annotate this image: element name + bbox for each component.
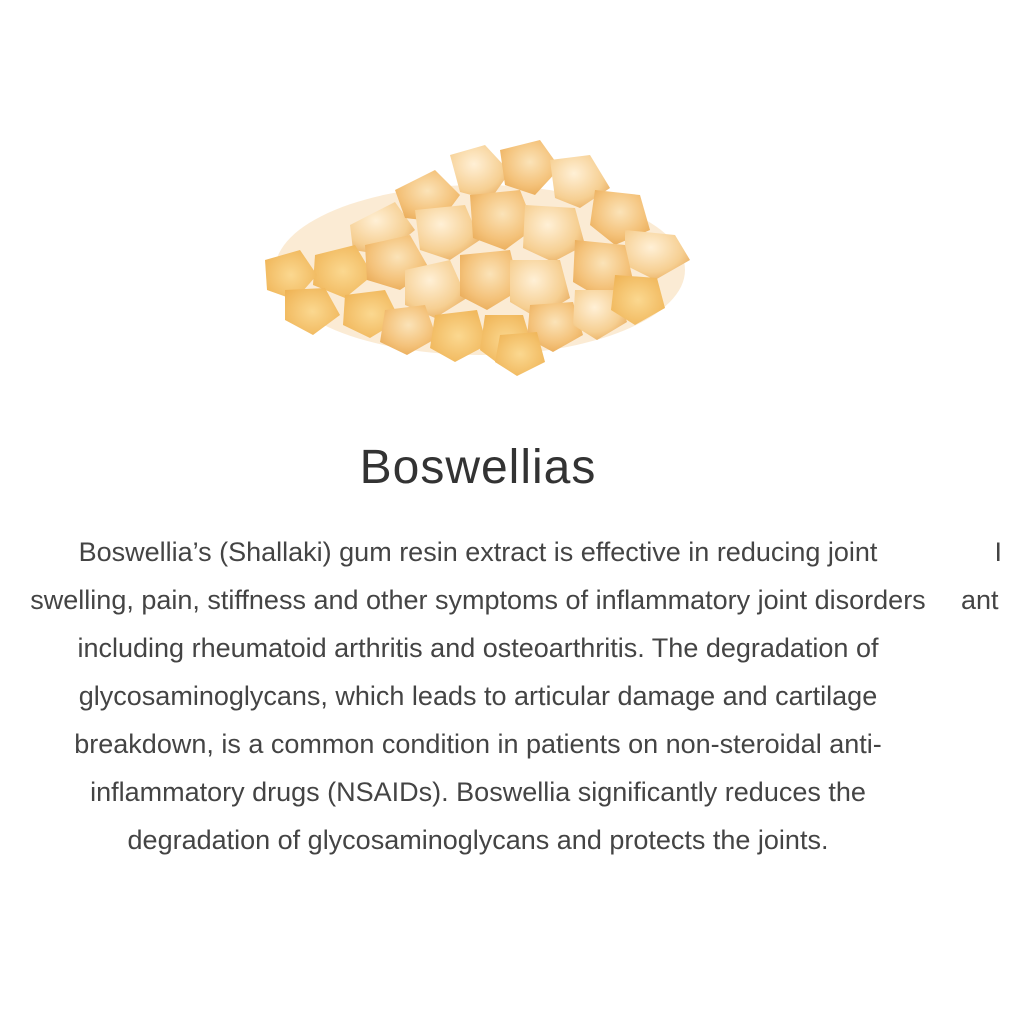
card-description: Boswellia’s (Shallaki) gum resin extract is effective in reducing joint swelling, pain, stiffness and other symptoms of inflammatory joint disorders including rheumatoid arthritis and osteoarthritis. The degradation of glycosaminoglycans, which leads to articular damage and cartilage breakdown, is a common condition in patients on non-steroidal anti-inflammatory drugs (NSAIDs). Boswellia significantly reduces the degradation of glycosaminoglycans and protects the joints. (30, 537, 926, 855)
next-card-line-1: I (994, 537, 1002, 567)
card-title: Boswellias (359, 441, 597, 494)
next-card-partial-text (940, 528, 1010, 624)
boswellia-resin-image (255, 110, 705, 380)
next-card-line-2: ant (961, 585, 999, 615)
resin-pile (265, 140, 690, 376)
